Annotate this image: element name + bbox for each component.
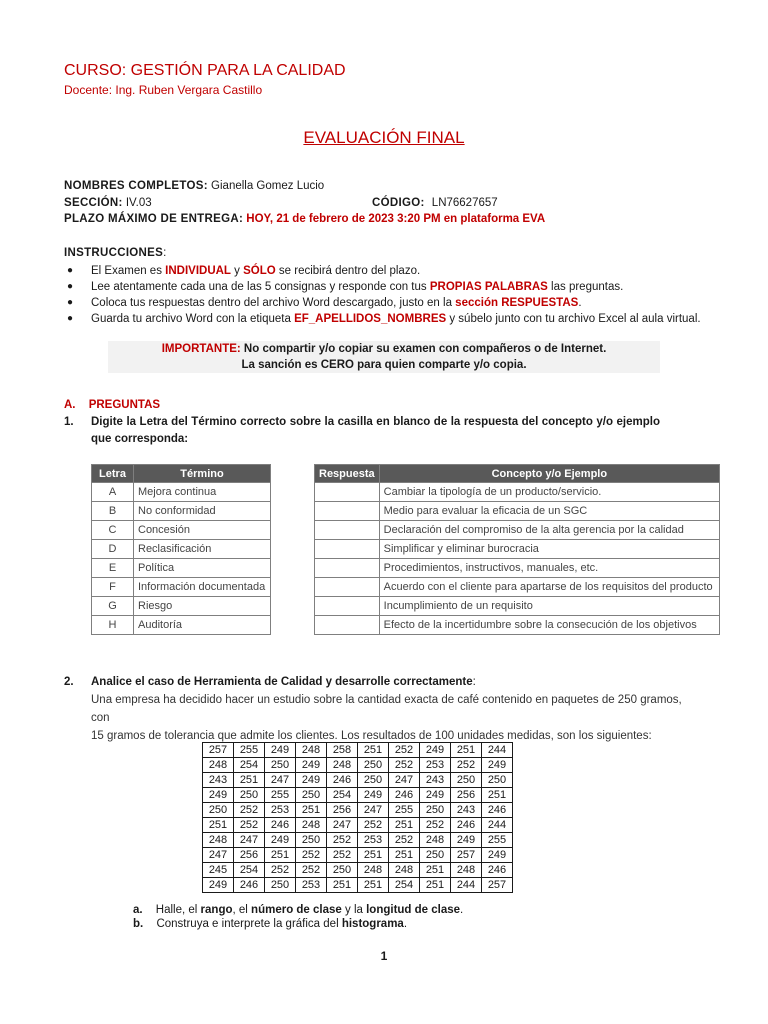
list-item: ● Guarda tu archivo Word con la etiqueta EF_APELLIDOS_NOMBRES y súbelo junto con tu archivo Excel al aula virtual. [67,313,701,325]
table-row [203,743,513,758]
table-cell: 251 [327,878,358,893]
table-cell: 244 [482,743,513,758]
table-cell: 252 [420,818,451,833]
table-cell: 248 [296,818,327,833]
code-value: LN76627657 [431,197,498,209]
table-cell: 250 [358,758,389,773]
table-row [203,788,513,803]
table-cell: 252 [389,833,420,848]
table-cell: 251 [358,878,389,893]
table-row: Efecto de la incertidumbre sobre la consecución de los objetivos [315,616,720,635]
table-cell: 249 [265,743,296,758]
table-cell: 250 [296,833,327,848]
table-row: Declaración del compromiso de la alta gerencia por la calidad [315,521,720,540]
table-cell: 247 [327,818,358,833]
answer-cell[interactable] [315,521,380,540]
table-row: Incumplimiento de un requisito [315,597,720,616]
table-cell: 246 [482,803,513,818]
table-cell: 244 [451,878,482,893]
table-cell: 252 [327,848,358,863]
table-row [203,848,513,863]
table-cell: 253 [296,878,327,893]
table-cell: 248 [358,863,389,878]
table-cell: 247 [234,833,265,848]
table-row: Cambiar la tipología de un producto/servicio. [315,483,720,502]
table-cell: 243 [451,803,482,818]
important-notice: IMPORTANTE: No compartir y/o copiar su examen con compañeros o de Internet. La sanción es CERO para quien comparte y/o copia. [108,341,660,373]
column-header-letra: Letra [92,465,134,483]
important-label: IMPORTANTE: [161,343,241,355]
list-item: ● Coloca tus respuestas dentro del archivo Word descargado, justo en la sección RESPUESTAS. [67,297,582,309]
table-cell: 250 [420,803,451,818]
code-label: CÓDIGO [372,197,421,209]
table-cell: 249 [296,773,327,788]
table-cell: 251 [234,773,265,788]
table-cell: 257 [482,878,513,893]
bullet-icon: ● [67,281,74,292]
question-1-text: Digite la Letra del Término correcto sobre la casilla en blanco de la respuesta del concepto y/o ejemplo que corresponda: [91,416,660,445]
question-2-statement: Una empresa ha decidido hacer un estudio sobre la cantidad exacta de café contenido en paquetes de 250 gramos, con 15 gramos de tolerancia que admite los clientes. Los resultados de 100 unidades medidas, son los siguientes: [91,694,682,742]
code-line: CÓDIGO: LN76627657 [372,197,498,209]
course-title: CURSO: GESTIÓN PARA LA CALIDAD [64,62,346,79]
table-row: E Política [92,559,271,578]
answer-cell[interactable] [315,483,380,502]
table-cell: 256 [451,788,482,803]
table-row [203,818,513,833]
answer-cell[interactable] [315,616,380,635]
table-cell: 248 [451,863,482,878]
bullet-icon: ● [67,313,74,324]
table-cell: 251 [203,818,234,833]
table-row: Simplificar y eliminar burocracia [315,540,720,559]
table-cell: 246 [389,788,420,803]
table-cell: 248 [203,833,234,848]
table-cell: 252 [296,863,327,878]
student-name-label: NOMBRES COMPLETOS [64,180,204,192]
answer-cell[interactable] [315,597,380,616]
table-cell: 250 [420,848,451,863]
section-value: IV.03 [125,197,152,209]
table-cell: 251 [420,863,451,878]
table-cell: 254 [234,758,265,773]
table-cell: 250 [203,803,234,818]
table-cell: 249 [482,848,513,863]
table-cell: 251 [265,848,296,863]
table-cell: 251 [482,788,513,803]
table-cell: 250 [451,773,482,788]
table-cell: 252 [265,863,296,878]
table-row: H Auditoría [92,616,271,635]
table-cell: 258 [327,743,358,758]
table-cell: 250 [358,773,389,788]
table-cell: 243 [203,773,234,788]
table-cell: 254 [234,863,265,878]
table-cell: 249 [203,788,234,803]
table-cell: 256 [234,848,265,863]
table-row: G Riesgo [92,597,271,616]
deadline-label: PLAZO MÁXIMO DE ENTREGA [64,213,239,225]
table-cell: 250 [265,758,296,773]
table-row: D Reclasificación [92,540,271,559]
table-cell: 252 [358,818,389,833]
table-cell: 249 [358,788,389,803]
table-row: C Concesión [92,521,271,540]
table-cell: 251 [296,803,327,818]
concepts-table [314,464,720,635]
exam-title: EVALUACIÓN FINAL [303,128,465,147]
table-cell: 252 [451,758,482,773]
terms-table [91,464,271,635]
section-a-heading: A. PREGUNTAS [64,399,161,411]
table-row: B No conformidad [92,502,271,521]
instructions-heading: INSTRUCCIONES: [64,247,167,259]
question-2-number: 2. [64,676,74,688]
table-cell: 256 [327,803,358,818]
table-cell: 253 [265,803,296,818]
table-cell: 251 [389,848,420,863]
question-2-title: Analice el caso de Herramienta de Calidad y desarrolle correctamente: [91,676,476,688]
table-cell: 249 [296,758,327,773]
sub-question-b: b. Construya e interprete la gráfica del histograma. [133,918,408,930]
sub-question-a: a. Halle, el rango, el número de clase y la longitud de clase. [133,904,464,916]
table-cell: 246 [327,773,358,788]
table-cell: 255 [265,788,296,803]
table-row [203,833,513,848]
answer-cell[interactable] [315,559,380,578]
table-cell: 248 [389,863,420,878]
table-row: Procedimientos, instructivos, manuales, etc. [315,559,720,578]
table-cell: 248 [420,833,451,848]
instructions-label: INSTRUCCIONES [64,247,164,259]
teacher-name: Docente: Ing. Ruben Vergara Castillo [64,83,263,97]
table-cell: 247 [265,773,296,788]
table-cell: 250 [234,788,265,803]
table-cell: 250 [296,788,327,803]
table-row: Acuerdo con el cliente para apartarse de los requisitos del producto [315,578,720,597]
measurements-table [202,742,513,893]
table-cell: 255 [482,833,513,848]
table-cell: 252 [327,833,358,848]
instructions-list [64,263,704,327]
table-row: A Mejora continua [92,483,271,502]
deadline-line: PLAZO MÁXIMO DE ENTREGA: HOY, 21 de febrero de 2023 3:20 PM en plataforma EVA [64,213,546,225]
table-cell: 247 [358,803,389,818]
table-cell: 251 [389,818,420,833]
table-cell: 247 [389,773,420,788]
table-cell: 249 [420,743,451,758]
table-cell: 251 [358,743,389,758]
table-cell: 251 [420,878,451,893]
list-item: ● El Examen es INDIVIDUAL y SÓLO se recibirá dentro del plazo. [67,265,421,277]
column-header-respuesta: Respuesta [315,465,380,483]
student-name-value: Gianella Gomez Lucio [211,180,325,192]
table-cell: 249 [482,758,513,773]
table-cell: 247 [203,848,234,863]
table-row [203,803,513,818]
table-row [203,863,513,878]
table-row [203,773,513,788]
list-item: ● Lee atentamente cada una de las 5 consignas y responde con tus PROPIAS PALABRAS las preguntas. [67,281,624,293]
table-cell: 252 [389,743,420,758]
table-cell: 246 [265,818,296,833]
table-cell: 248 [296,743,327,758]
table-cell: 250 [482,773,513,788]
table-cell: 255 [234,743,265,758]
deadline-value: HOY, 21 de febrero de 2023 3:20 PM en plataforma EVA [246,213,546,225]
column-header-termino: Término [134,465,271,483]
section-line: SECCIÓN: IV.03 [64,197,152,209]
table-cell: 249 [265,833,296,848]
table-cell: 248 [203,758,234,773]
table-cell: 248 [327,758,358,773]
table-cell: 249 [451,833,482,848]
table-cell: 250 [327,863,358,878]
bullet-icon: ● [67,297,74,308]
question-1-number: 1. [64,416,74,428]
table-cell: 246 [451,818,482,833]
table-cell: 257 [451,848,482,863]
table-cell: 252 [234,818,265,833]
table-cell: 246 [234,878,265,893]
table-cell: 249 [420,788,451,803]
table-cell: 243 [420,773,451,788]
table-cell: 253 [358,833,389,848]
answer-cell[interactable] [315,502,380,521]
table-cell: 253 [420,758,451,773]
table-row: F Información documentada [92,578,271,597]
table-cell: 254 [327,788,358,803]
table-cell: 257 [203,743,234,758]
table-cell: 246 [482,863,513,878]
bullet-icon: ● [67,265,74,276]
table-cell: 244 [482,818,513,833]
table-cell: 255 [389,803,420,818]
table-cell: 254 [389,878,420,893]
table-cell: 252 [296,848,327,863]
table-cell: 250 [265,878,296,893]
table-cell: 252 [389,758,420,773]
student-name-line: NOMBRES COMPLETOS: Gianella Gomez Lucio [64,180,325,192]
column-header-concepto: Concepto y/o Ejemplo [379,465,719,483]
answer-cell[interactable] [315,540,380,559]
table-cell: 251 [451,743,482,758]
table-row [203,758,513,773]
table-cell: 245 [203,863,234,878]
table-cell: 251 [358,848,389,863]
table-cell: 252 [234,803,265,818]
page-number: 1 [380,949,388,963]
section-label: SECCIÓN [64,197,119,209]
table-cell: 249 [203,878,234,893]
table-row [203,878,513,893]
answer-cell[interactable] [315,578,380,597]
table-row: Medio para evaluar la eficacia de un SGC [315,502,720,521]
